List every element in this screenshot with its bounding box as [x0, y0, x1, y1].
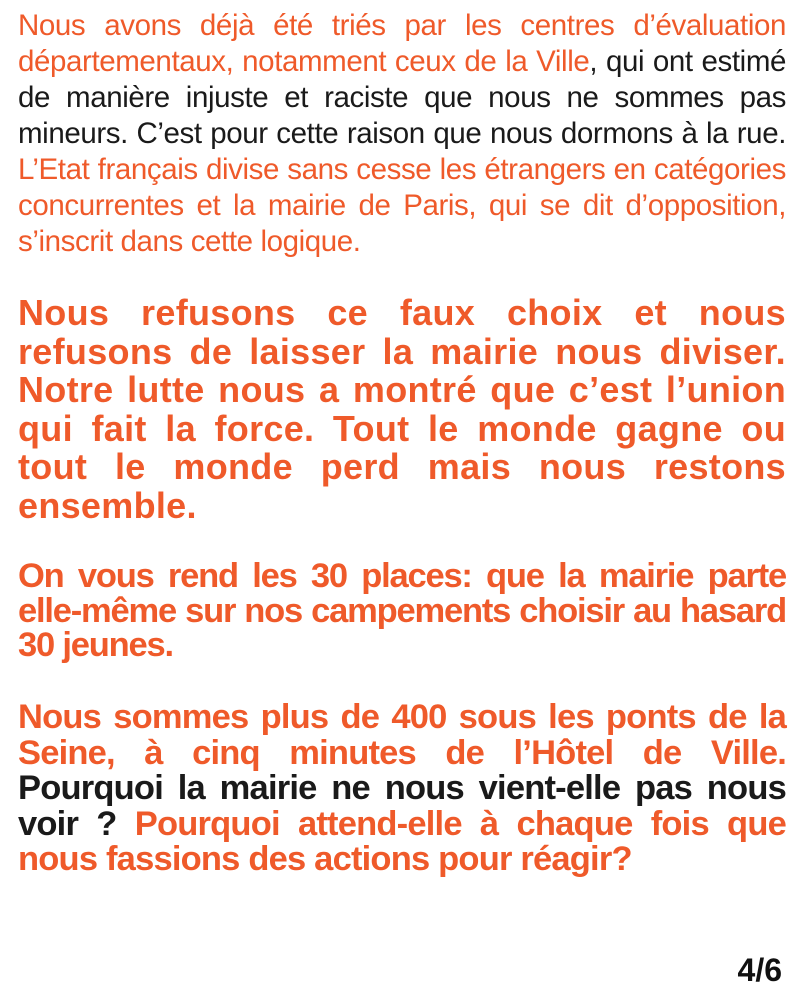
paragraph-1-orange-text-2: L’Etat français divise sans cesse les étrangers en catégories concurrentes et la mairie de Paris, qui se dit d’opposition, s’inscrit dans cette logique. — [18, 153, 786, 258]
paragraph-evaluation-centers — [18, 8, 786, 260]
paragraph-1-orange-text-1: Nous avons déjà été triés par les centres d’évaluation départementaux, notamment ceux de la Ville — [18, 9, 786, 78]
paragraph-1-black-text: , qui ont estimé de manière injuste et raciste que nous ne sommes pas mineurs. C’est pour cette raison que nous dormons à la rue. — [18, 45, 786, 150]
paragraph-return-30-places — [18, 559, 786, 663]
paragraph-400-under-bridges — [18, 700, 786, 878]
paragraph-4-black-text: Pourquoi la mairie ne nous vient-elle pas nous voir ? — [18, 769, 786, 843]
paragraph-4-orange-text-1: Nous sommes plus de 400 sous les ponts de la Seine, à cinq minutes de l’Hôtel de Ville. — [18, 698, 786, 772]
paragraph-2-text: Nous refusons ce faux choix et nous refusons de laisser la mairie nous diviser. Notre lutte nous a montré que c’est l’union qui fait la force. Tout le monde gagne ou tout le monde perd mais nous restons ensemble. — [18, 292, 786, 526]
paragraph-4-orange-text-2: Pourquoi attend-elle à chaque fois que nous fassions des actions pour réagir? — [18, 804, 786, 878]
paragraph-3-text: On vous rend les 30 places: que la mairie parte elle-même sur nos campements choisir au hasard 30 jeunes. — [18, 557, 786, 664]
paragraph-refuse-division — [18, 294, 786, 525]
page-indicator: 4/6 — [737, 952, 782, 988]
